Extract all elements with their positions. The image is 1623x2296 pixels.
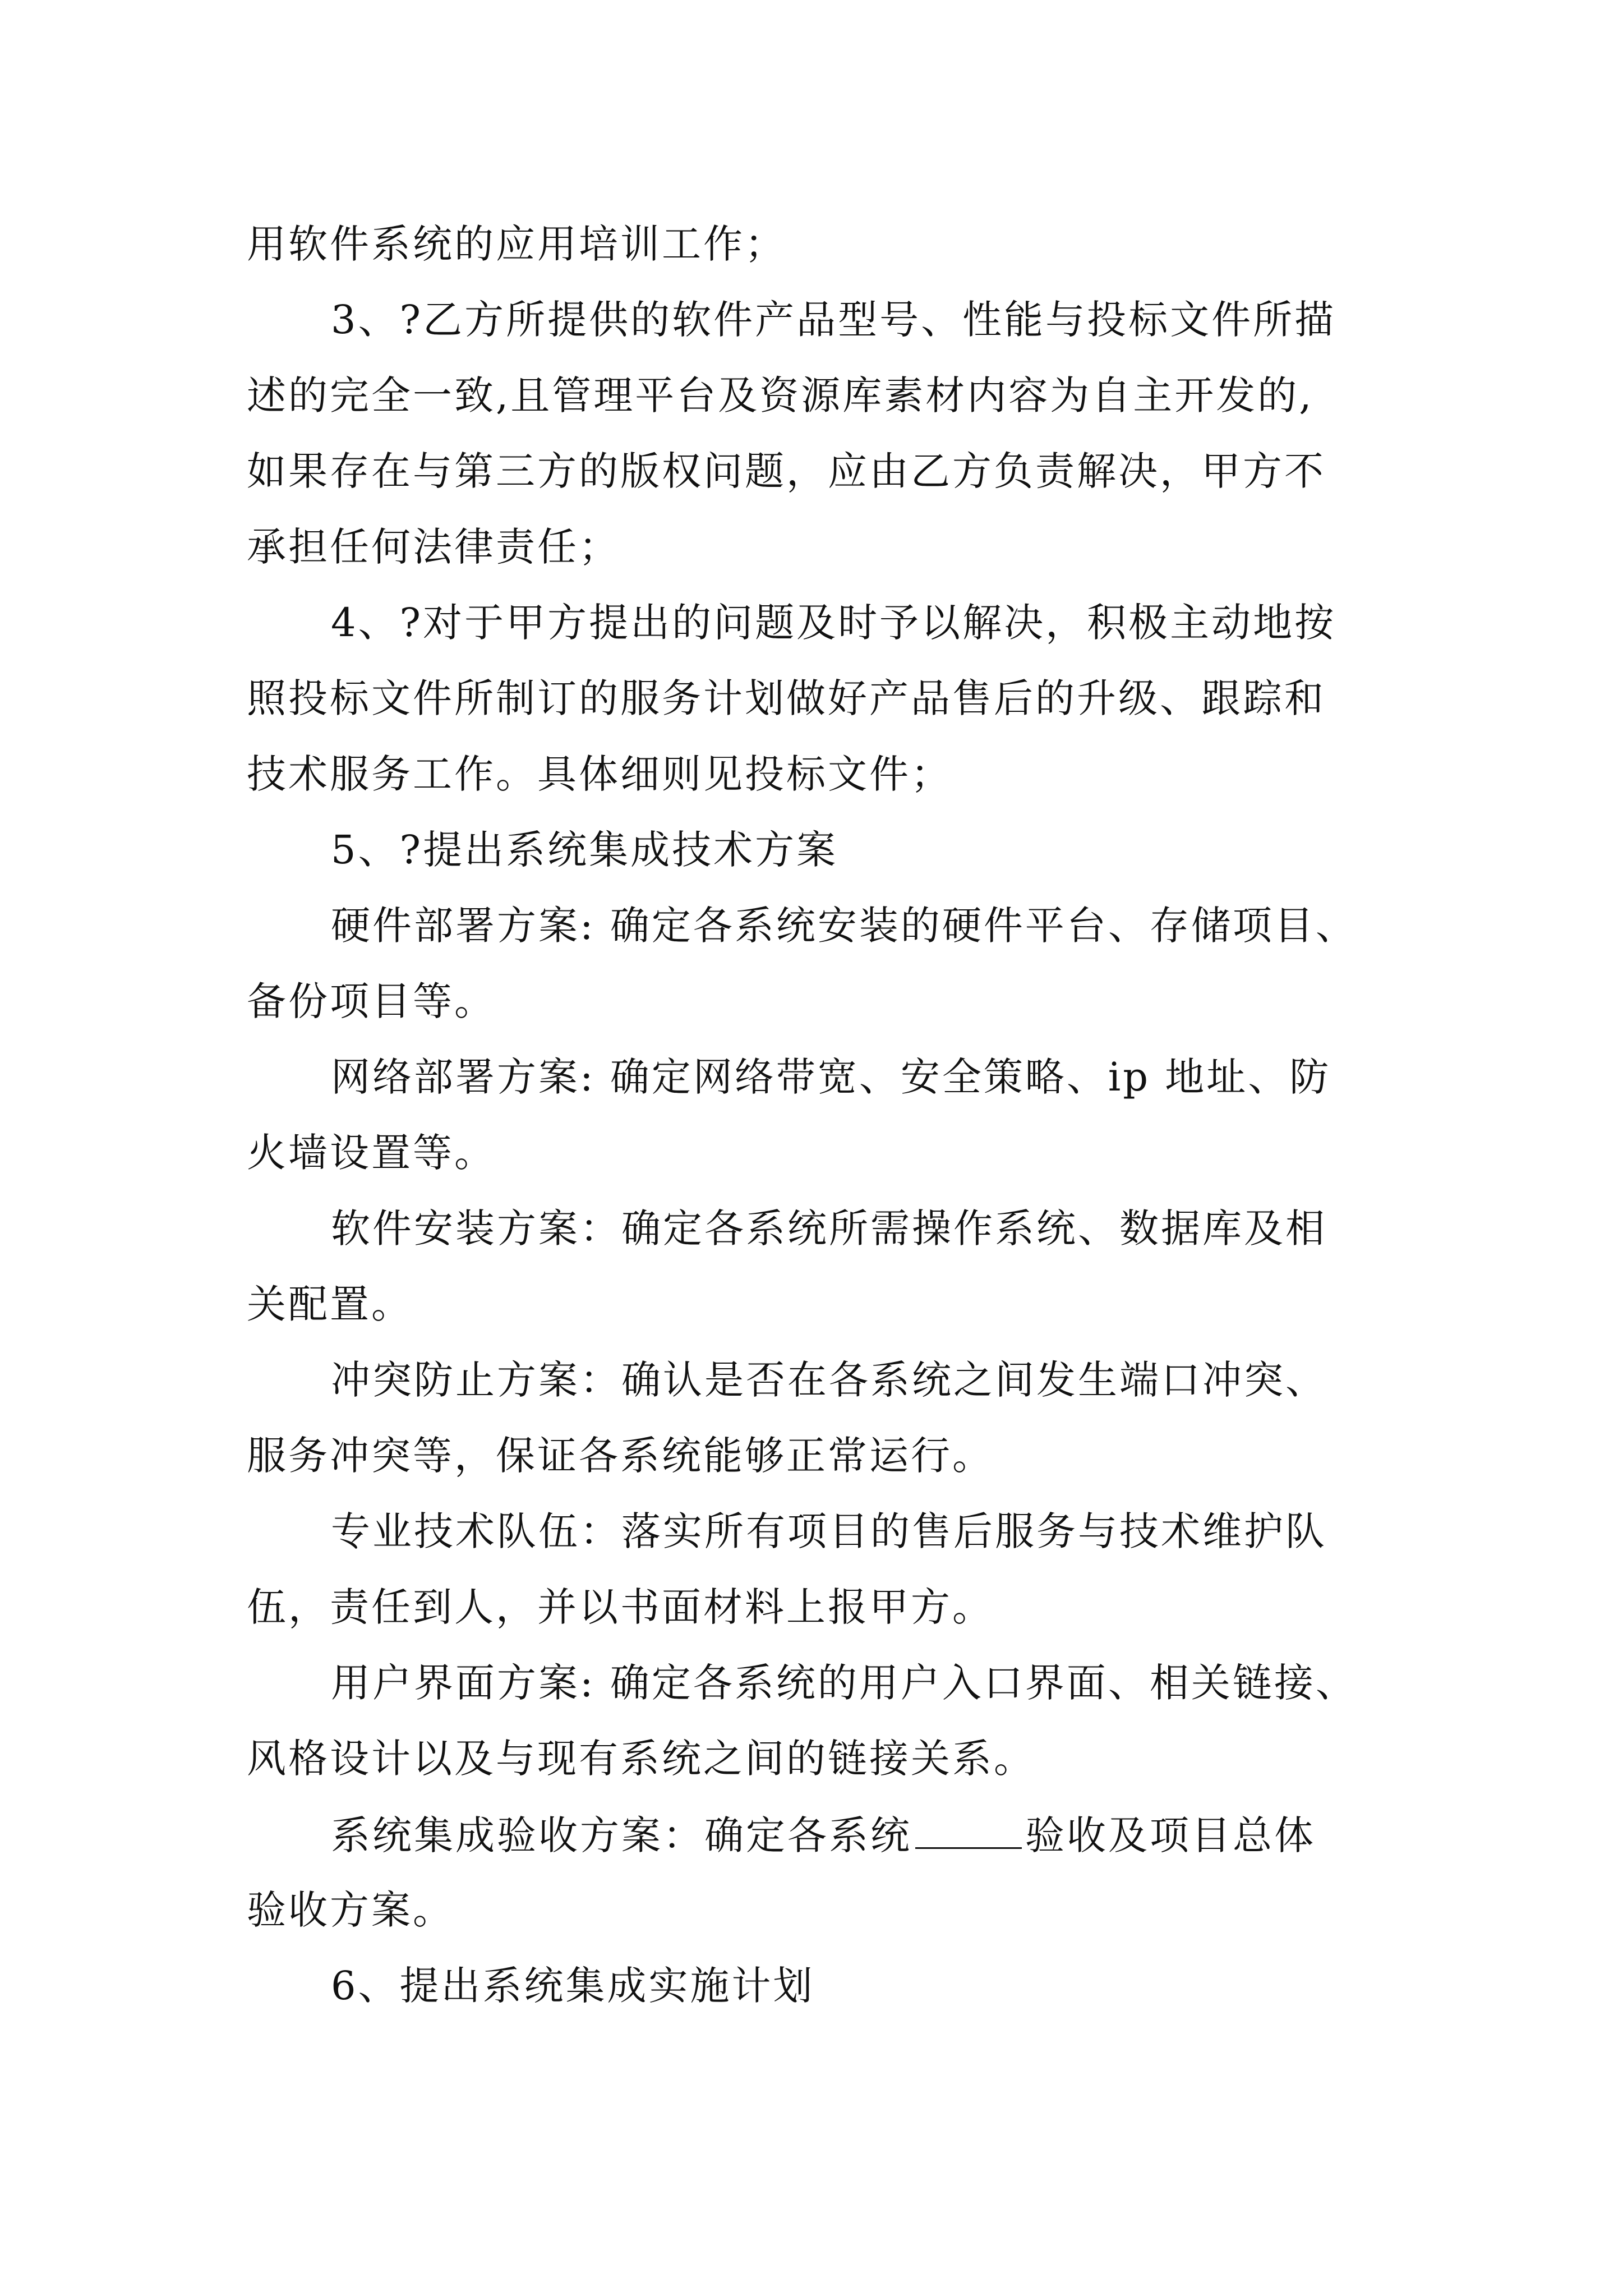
paragraph-line: 专业技术队伍：落实所有项目的售后服务与技术维护队 [331, 1508, 1327, 1554]
paragraph-line: 服务冲突等，保证各系统能够正常运行。 [247, 1433, 994, 1479]
paragraph-line: 技术服务工作。具体细则见投标文件； [247, 751, 952, 797]
section-heading: 6、提出系统集成实施计划 [331, 1963, 815, 2009]
paragraph-line: 软件安装方案：确定各系统所需操作系统、数据库及相 [331, 1205, 1327, 1251]
paragraph-line: 述的完全一致,且管理平台及资源库素材内容为自主开发的, [247, 372, 1314, 418]
paragraph-line: 备份项目等。 [247, 978, 496, 1024]
line-text-after-blank: 验收及项目总体 [1025, 1812, 1316, 1858]
paragraph-line: 关配置。 [247, 1281, 413, 1327]
line-text-before-blank: 系统集成验收方案：确定各系统 [331, 1812, 912, 1858]
paragraph-line: 验收方案。 [247, 1887, 454, 1933]
paragraph-line: 如果存在与第三方的版权问题，应由乙方负责解决，甲方不 [247, 448, 1326, 494]
fill-in-blank [915, 1815, 1022, 1849]
paragraph-line: 承担任何法律责任； [247, 524, 620, 570]
paragraph-line: 4、?对于甲方提出的问题及时予以解决，积极主动地按 [331, 600, 1336, 646]
paragraph-line: 用户界面方案: 确定各系统的用户入口界面、相关链接、 [331, 1660, 1357, 1706]
paragraph-line: 风格设计以及与现有系统之间的链接关系。 [247, 1736, 1035, 1782]
section-heading: 5、?提出系统集成技术方案 [331, 827, 838, 873]
paragraph-line: 3、?乙方所提供的软件产品型号、性能与投标文件所描 [331, 297, 1336, 343]
paragraph-line: 冲突防止方案：确认是否在各系统之间发生端口冲突、 [331, 1357, 1327, 1403]
paragraph-line: 硬件部署方案: 确定各系统安装的硬件平台、存储项目、 [331, 903, 1357, 949]
paragraph-line: 网络部署方案: 确定网络带宽、安全策略、ip 地址、防 [331, 1054, 1331, 1100]
paragraph-line: 伍，责任到人，并以书面材料上报甲方。 [247, 1584, 994, 1630]
paragraph-line: 火墙设置等。 [247, 1130, 496, 1176]
paragraph-line-with-blank [331, 1812, 1316, 1858]
paragraph-line: 照投标文件所制订的服务计划做好产品售后的升级、跟踪和 [247, 675, 1326, 721]
paragraph-line: 用软件系统的应用培训工作； [247, 221, 786, 267]
